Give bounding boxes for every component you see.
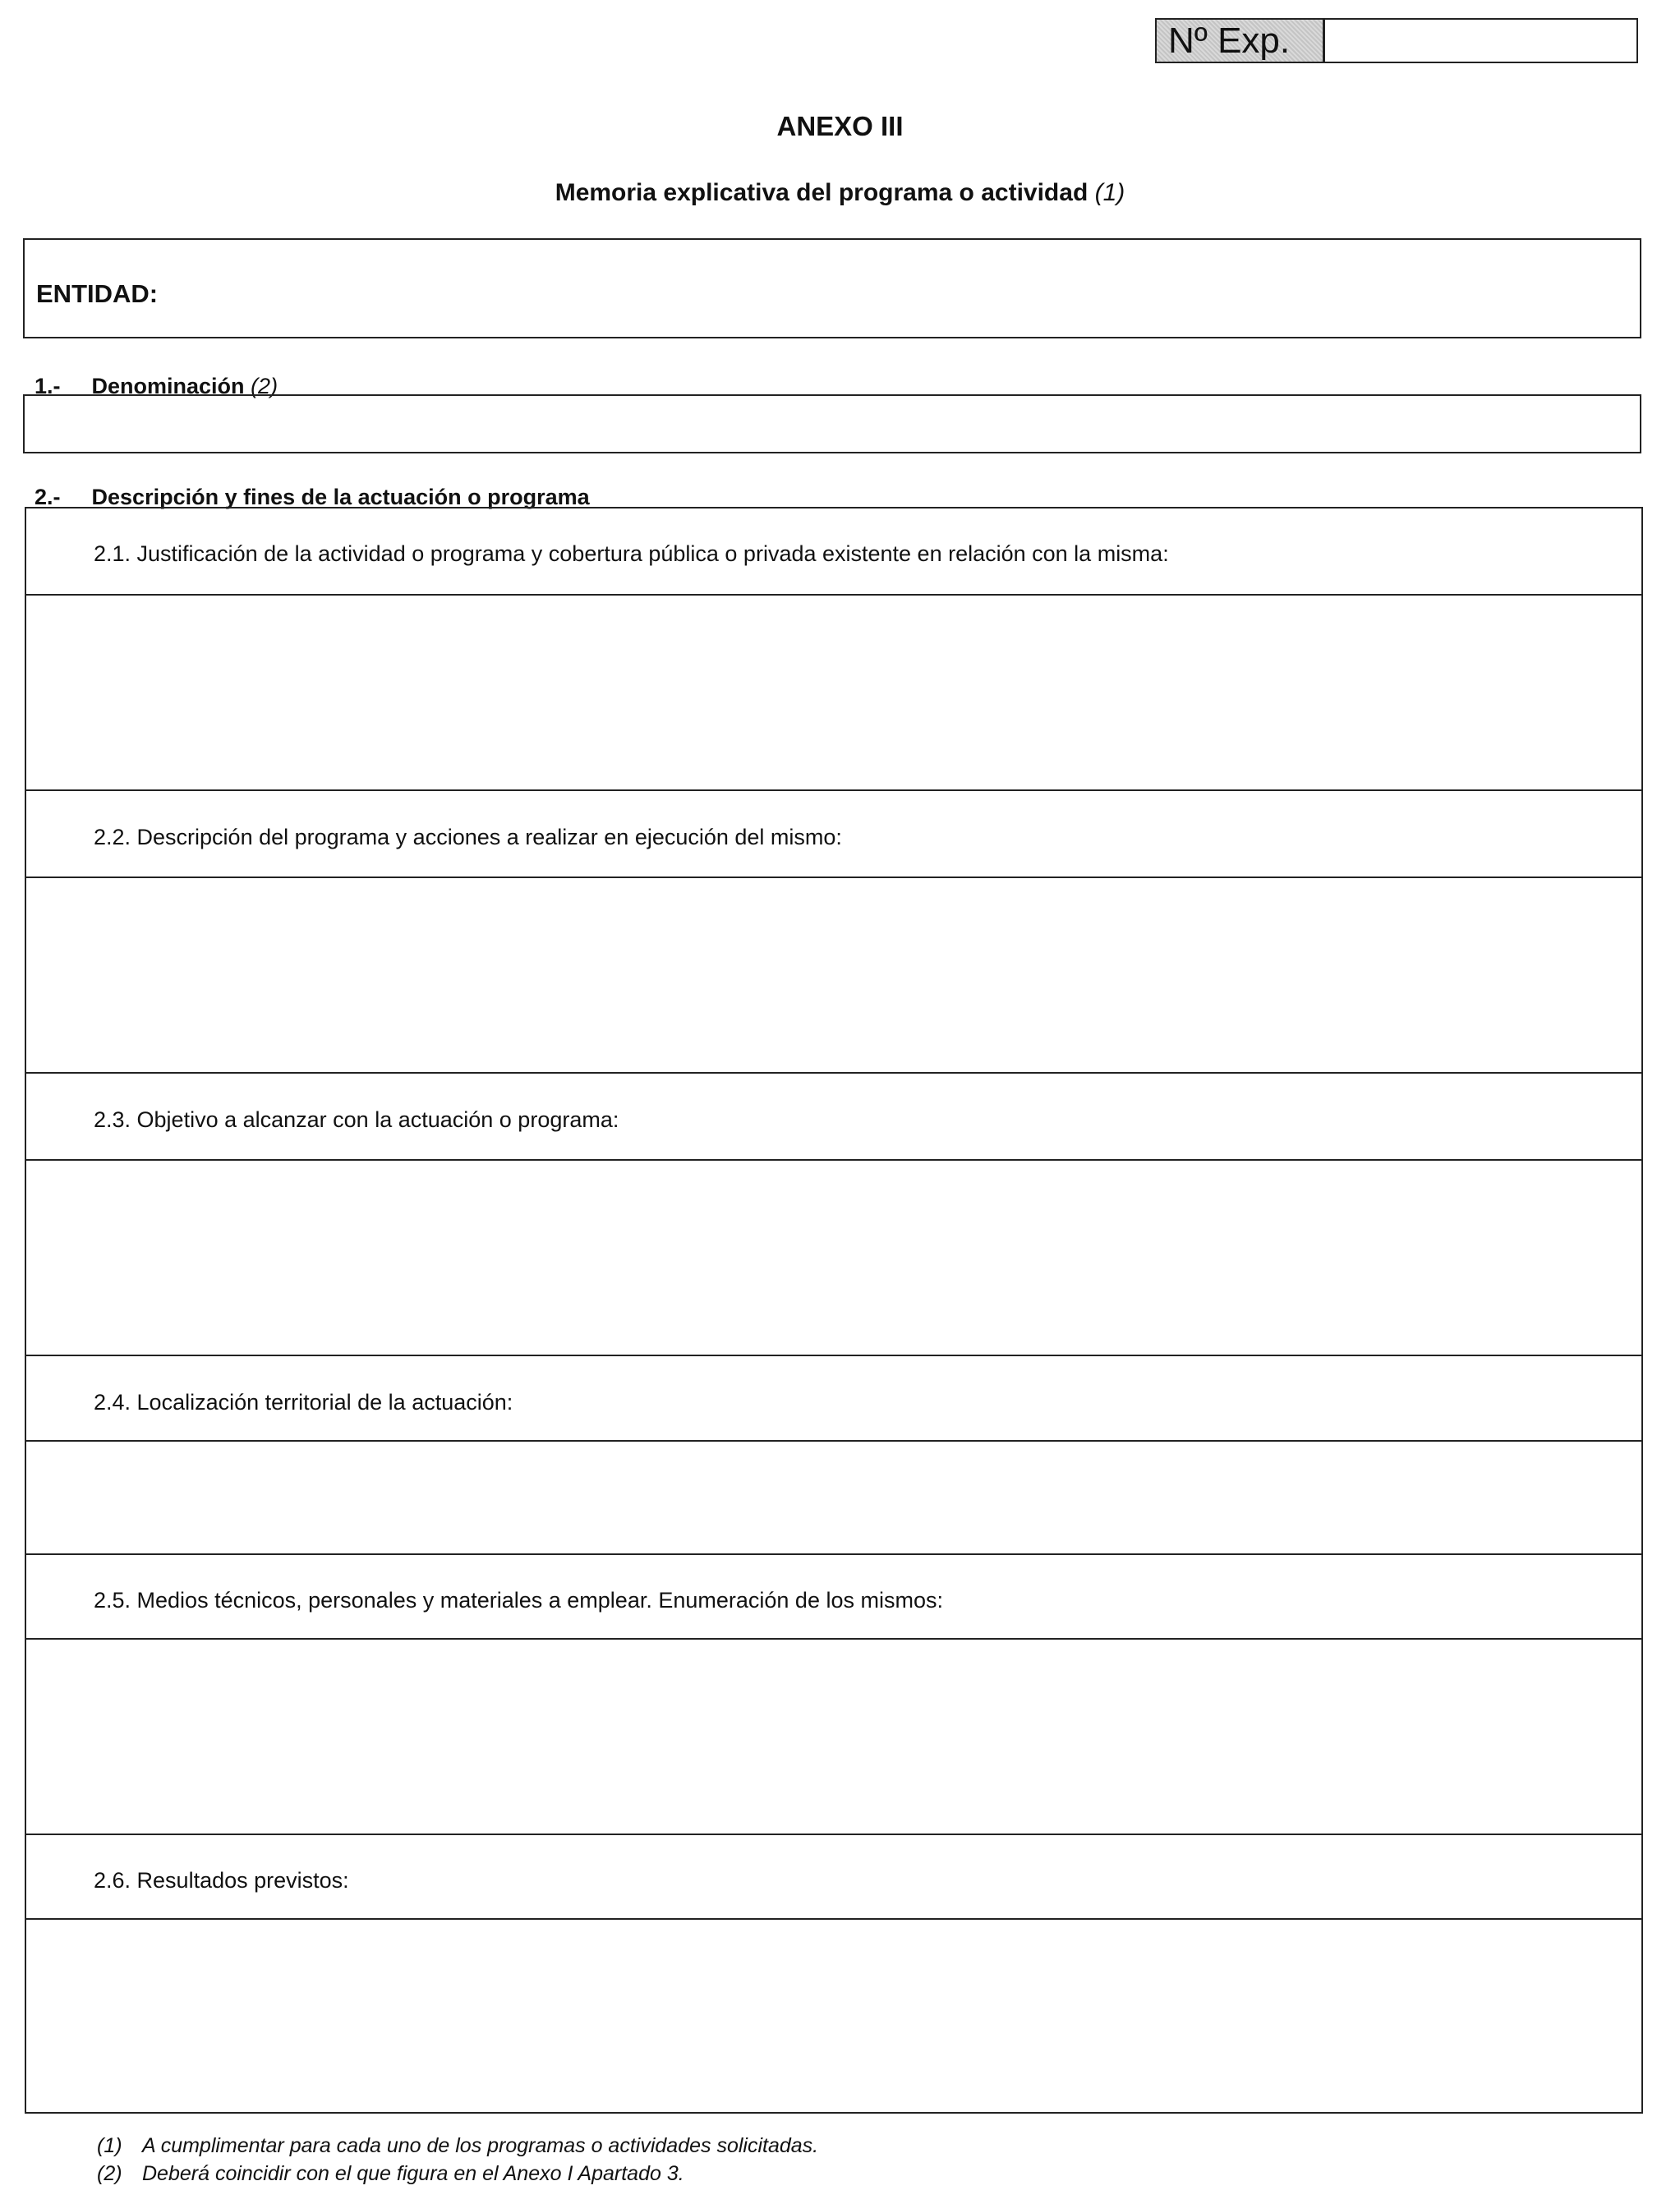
item-2-2-label: 2.2. Descripción del programa y acciones a realizar en ejecución del mismo:: [94, 825, 842, 849]
denominacion-field[interactable]: [23, 394, 1641, 453]
section2-number: 2.-: [35, 485, 61, 509]
entidad-label: ENTIDAD:: [36, 279, 159, 308]
footnote-2: [97, 2160, 818, 2188]
item-2-6-label: 2.6. Resultados previstos:: [94, 1868, 349, 1893]
divider: [26, 1072, 1641, 1074]
document-title: ANEXO III: [776, 111, 904, 141]
item-2-2-answer[interactable]: [26, 878, 1641, 1070]
footnote-text: A cumplimentar para cada uno de los programas o actividades solicitadas.: [142, 2134, 819, 2157]
divider: [26, 1553, 1641, 1555]
section1-number: 1.-: [35, 374, 61, 398]
item-2-3-label: 2.3. Objetivo a alcanzar con la actuación o programa:: [94, 1107, 619, 1132]
footnote-1: [97, 2132, 818, 2160]
section2-table: [25, 507, 1643, 2114]
item-2-4-answer[interactable]: [26, 1442, 1641, 1552]
item-2-5-label: 2.5. Medios técnicos, personales y materiales a emplear. Enumeración de los mismos:: [94, 1588, 943, 1613]
divider: [26, 789, 1641, 791]
divider: [26, 1834, 1641, 1835]
section2-label: Descripción y fines de la actuación o programa: [91, 485, 590, 509]
footnote-number: (2): [97, 2162, 122, 2185]
expediente-field[interactable]: [1325, 20, 1636, 62]
item-2-6-answer[interactable]: [26, 1920, 1641, 2112]
divider: [26, 1355, 1641, 1356]
document-subtitle: [0, 179, 1680, 207]
expediente-box: [1155, 18, 1638, 63]
footnote-number: (1): [97, 2134, 122, 2157]
item-2-5-answer[interactable]: [26, 1640, 1641, 1832]
expediente-label: Nº Exp.: [1157, 20, 1325, 62]
item-2-3-answer[interactable]: [26, 1161, 1641, 1353]
subtitle-text: Memoria explicativa del programa o actividad: [555, 179, 1089, 206]
footnotes: [97, 2132, 818, 2188]
section1-note-ref: (2): [251, 374, 278, 398]
footnote-text: Deberá coincidir con el que figura en el Anexo I Apartado 3.: [142, 2162, 684, 2185]
item-2-1-label: 2.1. Justificación de la actividad o programa y cobertura pública o privada existente en relación con la misma:: [94, 541, 1169, 566]
section1-label: Denominación: [91, 374, 245, 398]
item-2-4-label: 2.4. Localización territorial de la actuación:: [94, 1390, 513, 1415]
subtitle-note-ref: (1): [1094, 179, 1125, 206]
entidad-box[interactable]: [23, 238, 1641, 338]
item-2-1-answer[interactable]: [26, 596, 1641, 788]
